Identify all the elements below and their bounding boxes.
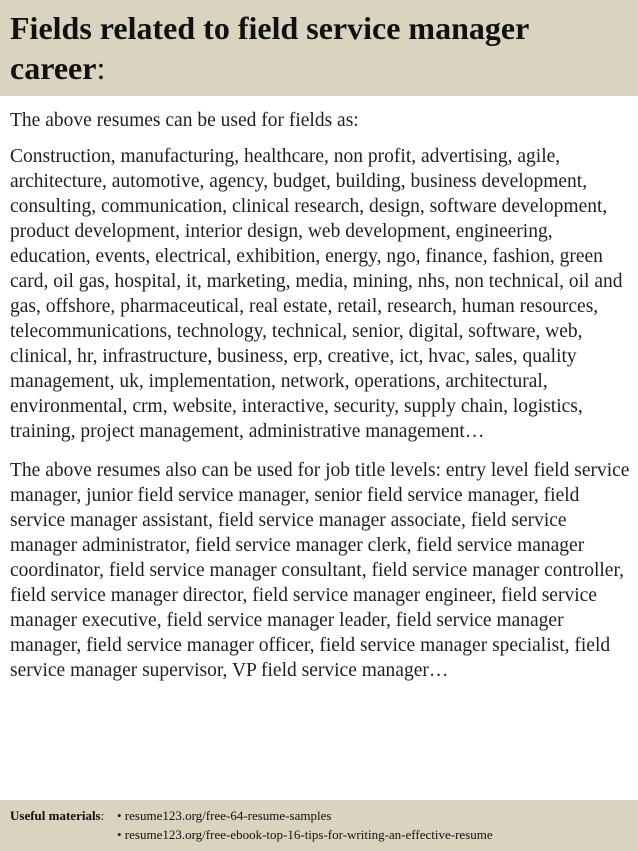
- resume-tips-ebook-link[interactable]: • resume123.org/free-ebook-top-16-tips-for-writing-an-effective-resume: [117, 827, 493, 842]
- resume-samples-link[interactable]: • resume123.org/free-64-resume-samples: [117, 808, 332, 823]
- footer-row-1: [10, 806, 638, 825]
- page-title-colon: :: [96, 50, 106, 86]
- footer-row-2: [10, 825, 638, 844]
- main-content: [10, 108, 632, 697]
- page-title: [10, 8, 628, 88]
- useful-materials-footer: [0, 800, 638, 851]
- title-band: [0, 0, 638, 96]
- footer-indent: [10, 825, 117, 844]
- useful-materials-label: [10, 806, 117, 825]
- intro-text: The above resumes can be used for fields as:: [10, 110, 359, 131]
- useful-materials-label-text: Useful materials: [10, 808, 101, 823]
- useful-materials-label-sep: :: [100, 808, 105, 823]
- page-title-text: Fields related to field service manager career: [10, 10, 529, 86]
- job-levels-paragraph: The above resumes also can be used for job title levels: entry level field service manager, junior field service manager, senior field service manager, field service manager assistant, field service manager associate, field service manager administrator, field service manager clerk, field service manager coordinator, field service manager consultant, field service manager controller, field service manager director, field service manager engineer, field service manager executive, field service manager leader, field service manager manager, field service manager officer, field service manager specialist, field service manager supervisor, VP field service manager…: [10, 460, 630, 681]
- fields-paragraph: Construction, manufacturing, healthcare, non profit, advertising, agile, architecture, automotive, agency, budget, building, business development, consulting, communication, clinical research, design, software development, product development, interior design, web development, engineering, education, events, electrical, exhibition, energy, ngo, finance, fashion, green card, oil gas, hospital, it, marketing, media, mining, nhs, non technical, oil and gas, offshore, pharmaceutical, real estate, retail, research, human resources, telecommunications, technology, technical, senior, digital, software, web, clinical, hr, infrastructure, business, erp, creative, ict, hvac, sales, quality management, uk, implementation, network, operations, architectural, environmental, crm, website, interactive, security, supply chain, logistics, training, project management, administrative management…: [10, 146, 623, 442]
